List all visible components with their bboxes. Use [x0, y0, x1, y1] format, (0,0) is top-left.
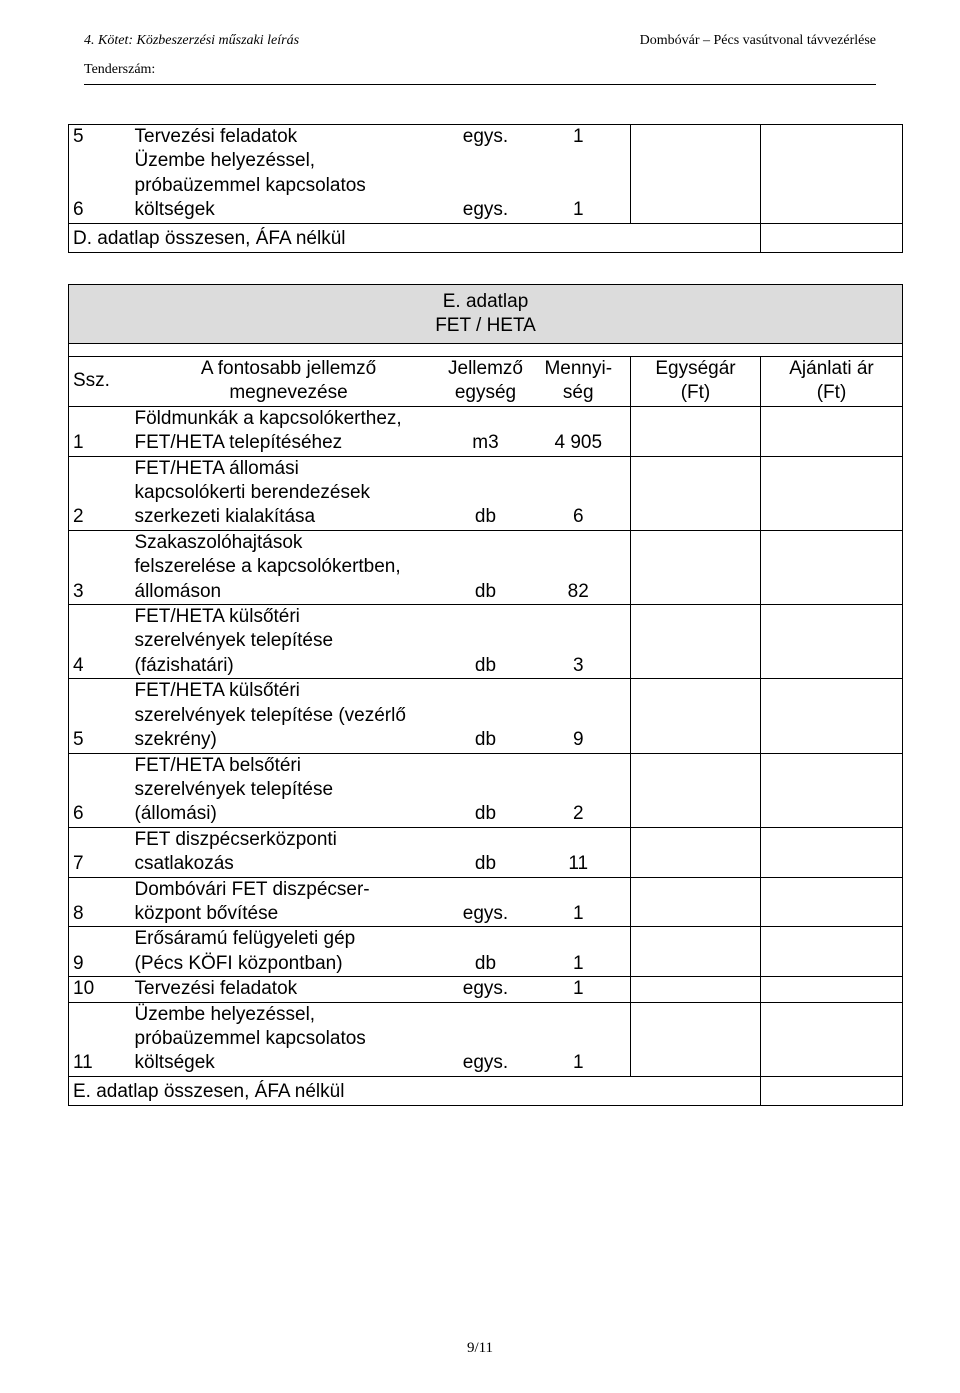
total-value: [761, 1076, 903, 1105]
row-offer-price: [761, 977, 903, 1002]
row-quantity: 9: [527, 679, 631, 753]
row-description: Üzembe helyezéssel, próbaüzemmel kapcsolatos költségek: [133, 1002, 445, 1076]
row-offer-price: [761, 406, 903, 456]
table-row: [69, 977, 903, 1002]
table-row: [69, 753, 903, 827]
row-quantity: 2: [527, 753, 631, 827]
row-offer-price: [761, 149, 903, 223]
row-offer-price: [761, 877, 903, 927]
table-e-title-line1: E. adatlap: [442, 290, 529, 312]
row-number: 8: [69, 877, 133, 927]
table-row: [69, 927, 903, 977]
total-label: D. adatlap összesen, ÁFA nélkül: [69, 223, 761, 252]
row-unit: egys.: [445, 977, 527, 1002]
row-unit: egys.: [445, 125, 527, 150]
row-offer-price: [761, 679, 903, 753]
row-description: FET/HETA külsőtéri szerelvények telepítése (vezérlő szekrény): [133, 679, 445, 753]
table-e-title: [69, 285, 903, 344]
row-unit: m3: [445, 406, 527, 456]
col-header-offer-price: Ajánlati ár (Ft): [761, 357, 903, 407]
table-d-tail: [68, 124, 903, 253]
row-number: 4: [69, 605, 133, 679]
row-offer-price: [761, 605, 903, 679]
row-offer-price: [761, 456, 903, 530]
table-total-row: [69, 1076, 903, 1105]
row-unit-price: [631, 927, 761, 977]
row-offer-price: [761, 827, 903, 877]
table-row: [69, 530, 903, 604]
table-row: [69, 149, 903, 223]
row-description: FET/HETA külsőtéri szerelvények telepítése (fázishatári): [133, 605, 445, 679]
table-total-row: [69, 223, 903, 252]
row-description: Dombóvári FET diszpécser- központ bővítése: [133, 877, 445, 927]
row-unit-price: [631, 530, 761, 604]
row-unit: db: [445, 605, 527, 679]
row-number: 9: [69, 927, 133, 977]
row-unit-price: [631, 827, 761, 877]
row-unit-price: [631, 605, 761, 679]
row-offer-price: [761, 753, 903, 827]
header-project-title: Dombóvár – Pécs vasútvonal távvezérlése: [639, 33, 876, 48]
row-unit: db: [445, 456, 527, 530]
row-quantity: 1: [527, 977, 631, 1002]
row-unit: egys.: [445, 877, 527, 927]
col-header-name: A fontosabb jellemző megnevezése: [200, 358, 377, 404]
row-quantity: 6: [527, 456, 631, 530]
row-unit: egys.: [462, 199, 509, 221]
row-number: 5: [69, 125, 133, 150]
row-unit-price: [631, 977, 761, 1002]
table-row: [69, 827, 903, 877]
row-offer-price: [761, 1002, 903, 1076]
table-row: [69, 1002, 903, 1076]
table-e-gap-row: [69, 344, 903, 357]
col-header-unit: Jellemző egység: [448, 358, 523, 404]
row-unit: db: [445, 827, 527, 877]
row-unit-price: [631, 753, 761, 827]
row-number: 1: [69, 406, 133, 456]
header-divider: [84, 84, 876, 85]
row-description: Erősáramú felügyeleti gép (Pécs KÖFI központban): [133, 927, 445, 977]
table-row: [69, 125, 903, 150]
row-number: 3: [69, 530, 133, 604]
row-offer-price: [761, 125, 903, 150]
col-header-ssz: Ssz.: [69, 357, 133, 407]
row-quantity: 1: [527, 877, 631, 927]
row-description: Földmunkák a kapcsolókerthez, FET/HETA telepítéséhez: [133, 406, 445, 456]
row-number: 10: [69, 977, 133, 1002]
table-row: [69, 406, 903, 456]
row-description: FET diszpécserközponti csatlakozás: [133, 827, 445, 877]
row-unit-price: [631, 877, 761, 927]
table-row: [69, 877, 903, 927]
row-number: 7: [69, 827, 133, 877]
row-quantity: 1: [527, 125, 631, 150]
table-row: [69, 605, 903, 679]
row-unit: db: [445, 530, 527, 604]
row-quantity: 82: [527, 530, 631, 604]
row-unit-price: [631, 125, 761, 150]
row-offer-price: [761, 927, 903, 977]
row-quantity: 1: [572, 199, 584, 221]
col-header-qty: Mennyi- ség: [544, 358, 613, 404]
header-document-title: 4. Kötet: Közbeszerzési műszaki leírás: [84, 33, 300, 48]
row-unit: db: [445, 679, 527, 753]
row-unit-price: [631, 456, 761, 530]
table-row: [69, 679, 903, 753]
row-description: Üzembe helyezéssel, próbaüzemmel kapcsolatos költségek: [134, 150, 366, 221]
row-number: 6: [69, 753, 133, 827]
row-quantity: 1: [527, 1002, 631, 1076]
row-number: 6: [69, 149, 133, 223]
row-unit: db: [445, 753, 527, 827]
total-value: [761, 223, 903, 252]
table-e: [68, 284, 903, 1106]
row-description: Tervezési feladatok: [133, 977, 445, 1002]
row-unit-price: [631, 679, 761, 753]
row-number: 11: [69, 1002, 133, 1076]
total-label: E. adatlap összesen, ÁFA nélkül: [69, 1076, 761, 1105]
row-unit: egys.: [445, 1002, 527, 1076]
table-e-header-row: [69, 357, 903, 407]
row-description: Szakaszolóhajtások felszerelése a kapcsolókertben, állomáson: [133, 530, 445, 604]
row-quantity: 4 905: [527, 406, 631, 456]
row-description: FET/HETA belsőtéri szerelvények telepítése (állomási): [133, 753, 445, 827]
row-quantity: 1: [527, 927, 631, 977]
header-tender-number: Tenderszám:: [84, 62, 156, 77]
page-number: 9/11: [466, 1340, 494, 1356]
row-description: FET/HETA állomási kapcsolókerti berendezések szerkezeti kialakítása: [133, 456, 445, 530]
row-unit-price: [631, 1002, 761, 1076]
table-e-title-line2: FET / HETA: [435, 315, 536, 336]
row-description: Tervezési feladatok: [133, 125, 445, 150]
row-number: 5: [69, 679, 133, 753]
row-unit-price: [631, 406, 761, 456]
row-quantity: 11: [527, 827, 631, 877]
row-unit: db: [445, 927, 527, 977]
col-header-unit-price: Egységár (Ft): [631, 357, 761, 407]
table-row: [69, 456, 903, 530]
row-unit-price: [631, 149, 761, 223]
row-offer-price: [761, 530, 903, 604]
row-quantity: 3: [527, 605, 631, 679]
row-number: 2: [69, 456, 133, 530]
